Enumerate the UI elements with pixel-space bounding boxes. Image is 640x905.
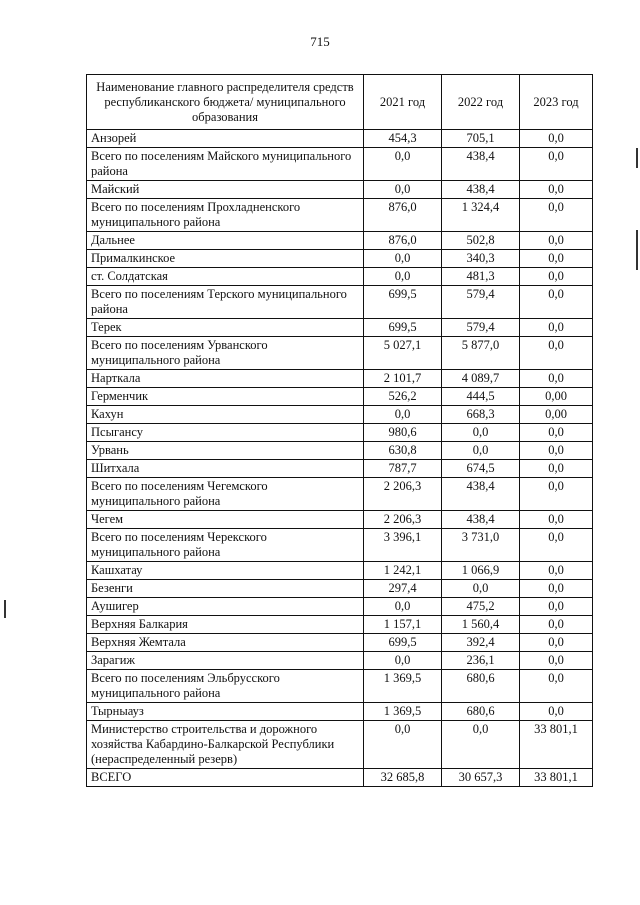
row-value-2022: 1 560,4 [442, 616, 520, 634]
header-name: Наименование главного распределителя средств республиканского бюджета/ муниципального образования [87, 75, 364, 130]
row-name: Безенги [87, 580, 364, 598]
row-name: Всего по поселениям Чегемского муниципального района [87, 478, 364, 511]
row-value-2021: 0,0 [364, 406, 442, 424]
table-row [87, 562, 593, 580]
row-value-2021: 0,0 [364, 721, 442, 769]
row-name: Всего по поселениям Эльбрусского муниципального района [87, 670, 364, 703]
table-row [87, 598, 593, 616]
row-value-2022: 680,6 [442, 703, 520, 721]
row-value-2023: 0,0 [520, 370, 593, 388]
row-value-2022: 1 066,9 [442, 562, 520, 580]
row-value-2021: 526,2 [364, 388, 442, 406]
row-value-2022: 579,4 [442, 319, 520, 337]
row-value-2022: 438,4 [442, 181, 520, 199]
row-value-2022: 1 324,4 [442, 199, 520, 232]
row-value-2021: 1 369,5 [364, 670, 442, 703]
row-value-2022: 3 731,0 [442, 529, 520, 562]
table-row [87, 199, 593, 232]
row-value-2023: 0,0 [520, 130, 593, 148]
row-value-2021: 0,0 [364, 148, 442, 181]
row-value-2023: 0,0 [520, 442, 593, 460]
row-name: Всего по поселениям Майского муниципального района [87, 148, 364, 181]
row-value-2021: 0,0 [364, 181, 442, 199]
row-value-2021: 5 027,1 [364, 337, 442, 370]
row-value-2022: 680,6 [442, 670, 520, 703]
row-value-2022: 502,8 [442, 232, 520, 250]
table-row [87, 319, 593, 337]
row-value-2023: 0,0 [520, 232, 593, 250]
row-value-2021: 454,3 [364, 130, 442, 148]
row-value-2023: 0,0 [520, 598, 593, 616]
row-name: Майский [87, 181, 364, 199]
row-value-2023: 0,0 [520, 703, 593, 721]
row-value-2021: 1 369,5 [364, 703, 442, 721]
row-name: Всего по поселениям Прохладненского муниципального района [87, 199, 364, 232]
row-value-2021: 0,0 [364, 268, 442, 286]
row-value-2021: 876,0 [364, 199, 442, 232]
row-value-2021: 2 206,3 [364, 478, 442, 511]
row-name: Зарагиж [87, 652, 364, 670]
row-name: Кахун [87, 406, 364, 424]
row-value-2021: 980,6 [364, 424, 442, 442]
row-value-2023: 0,0 [520, 634, 593, 652]
row-value-2023: 0,0 [520, 529, 593, 562]
row-value-2022: 438,4 [442, 148, 520, 181]
row-value-2022: 481,3 [442, 268, 520, 286]
budget-table [86, 74, 593, 787]
row-value-2023: 0,0 [520, 460, 593, 478]
row-value-2021: 0,0 [364, 598, 442, 616]
row-value-2022: 0,0 [442, 424, 520, 442]
row-value-2021: 787,7 [364, 460, 442, 478]
row-value-2021: 297,4 [364, 580, 442, 598]
row-value-2022: 668,3 [442, 406, 520, 424]
table-row [87, 130, 593, 148]
table-header-row [87, 75, 593, 130]
row-value-2021: 0,0 [364, 652, 442, 670]
row-name: Верхняя Жемтала [87, 634, 364, 652]
table-row [87, 370, 593, 388]
row-value-2022: 444,5 [442, 388, 520, 406]
table-row [87, 670, 593, 703]
row-name: Шитхала [87, 460, 364, 478]
row-name: Нарткала [87, 370, 364, 388]
row-value-2022: 438,4 [442, 478, 520, 511]
row-value-2023: 0,0 [520, 148, 593, 181]
row-name: Герменчик [87, 388, 364, 406]
table-row [87, 478, 593, 511]
row-value-2023: 0,0 [520, 337, 593, 370]
row-name: Прималкинское [87, 250, 364, 268]
row-name: Всего по поселениям Терского муниципального района [87, 286, 364, 319]
table-row [87, 529, 593, 562]
row-value-2023: 0,00 [520, 406, 593, 424]
row-name: Терек [87, 319, 364, 337]
row-value-2021: 2 101,7 [364, 370, 442, 388]
row-value-2021: 32 685,8 [364, 769, 442, 787]
row-name: Кашхатау [87, 562, 364, 580]
table-row [87, 580, 593, 598]
row-value-2021: 1 242,1 [364, 562, 442, 580]
table-row [87, 148, 593, 181]
row-value-2023: 33 801,1 [520, 721, 593, 769]
table-row [87, 616, 593, 634]
row-name: Урвань [87, 442, 364, 460]
row-value-2021: 876,0 [364, 232, 442, 250]
row-name: Анзорей [87, 130, 364, 148]
row-name: Верхняя Балкария [87, 616, 364, 634]
row-value-2022: 4 089,7 [442, 370, 520, 388]
row-name: Тырныауз [87, 703, 364, 721]
table-row [87, 406, 593, 424]
scan-edge-mark [636, 148, 638, 168]
row-value-2023: 0,0 [520, 286, 593, 319]
page-number: 715 [310, 34, 330, 49]
row-value-2023: 0,0 [520, 181, 593, 199]
row-value-2022: 236,1 [442, 652, 520, 670]
row-value-2021: 3 396,1 [364, 529, 442, 562]
table-row [87, 388, 593, 406]
table-row [87, 442, 593, 460]
row-value-2022: 674,5 [442, 460, 520, 478]
row-value-2023: 0,0 [520, 268, 593, 286]
row-value-2022: 392,4 [442, 634, 520, 652]
row-value-2021: 699,5 [364, 634, 442, 652]
row-value-2022: 5 877,0 [442, 337, 520, 370]
table-row [87, 337, 593, 370]
table-row [87, 232, 593, 250]
scan-edge-mark [636, 230, 638, 270]
table-row [87, 652, 593, 670]
table-row [87, 703, 593, 721]
row-value-2023: 0,0 [520, 250, 593, 268]
row-name: Псыгансу [87, 424, 364, 442]
row-value-2022: 705,1 [442, 130, 520, 148]
header-2021: 2021 год [364, 75, 442, 130]
scan-edge-mark [4, 600, 6, 618]
table-row [87, 250, 593, 268]
row-name: Всего по поселениям Черекского муниципального района [87, 529, 364, 562]
table-row [87, 634, 593, 652]
row-value-2023: 0,0 [520, 616, 593, 634]
row-value-2023: 33 801,1 [520, 769, 593, 787]
row-value-2023: 0,0 [520, 562, 593, 580]
row-value-2023: 0,0 [520, 670, 593, 703]
row-value-2021: 699,5 [364, 319, 442, 337]
row-value-2022: 475,2 [442, 598, 520, 616]
row-value-2023: 0,0 [520, 580, 593, 598]
header-2023: 2023 год [520, 75, 593, 130]
header-2022: 2022 год [442, 75, 520, 130]
table-row [87, 511, 593, 529]
row-value-2023: 0,0 [520, 652, 593, 670]
row-value-2023: 0,00 [520, 388, 593, 406]
row-value-2023: 0,0 [520, 478, 593, 511]
table-row [87, 460, 593, 478]
row-name: Всего по поселениям Урванского муниципального района [87, 337, 364, 370]
row-value-2021: 2 206,3 [364, 511, 442, 529]
table-row [87, 424, 593, 442]
table-row [87, 769, 593, 787]
row-name: ст. Солдатская [87, 268, 364, 286]
row-name: ВСЕГО [87, 769, 364, 787]
row-value-2022: 30 657,3 [442, 769, 520, 787]
row-name: Чегем [87, 511, 364, 529]
row-value-2022: 0,0 [442, 721, 520, 769]
row-value-2023: 0,0 [520, 424, 593, 442]
row-value-2023: 0,0 [520, 319, 593, 337]
row-value-2022: 0,0 [442, 442, 520, 460]
row-name: Министерство строительства и дорожного хозяйства Кабардино-Балкарской Республики (нераспределенный резерв) [87, 721, 364, 769]
row-value-2023: 0,0 [520, 199, 593, 232]
table-row [87, 721, 593, 769]
table-row [87, 286, 593, 319]
row-value-2021: 0,0 [364, 250, 442, 268]
row-value-2022: 438,4 [442, 511, 520, 529]
row-value-2021: 699,5 [364, 286, 442, 319]
table-row [87, 268, 593, 286]
row-value-2021: 630,8 [364, 442, 442, 460]
row-value-2022: 0,0 [442, 580, 520, 598]
table-row [87, 181, 593, 199]
row-value-2023: 0,0 [520, 511, 593, 529]
row-value-2021: 1 157,1 [364, 616, 442, 634]
row-value-2022: 579,4 [442, 286, 520, 319]
row-value-2022: 340,3 [442, 250, 520, 268]
row-name: Аушигер [87, 598, 364, 616]
row-name: Дальнее [87, 232, 364, 250]
